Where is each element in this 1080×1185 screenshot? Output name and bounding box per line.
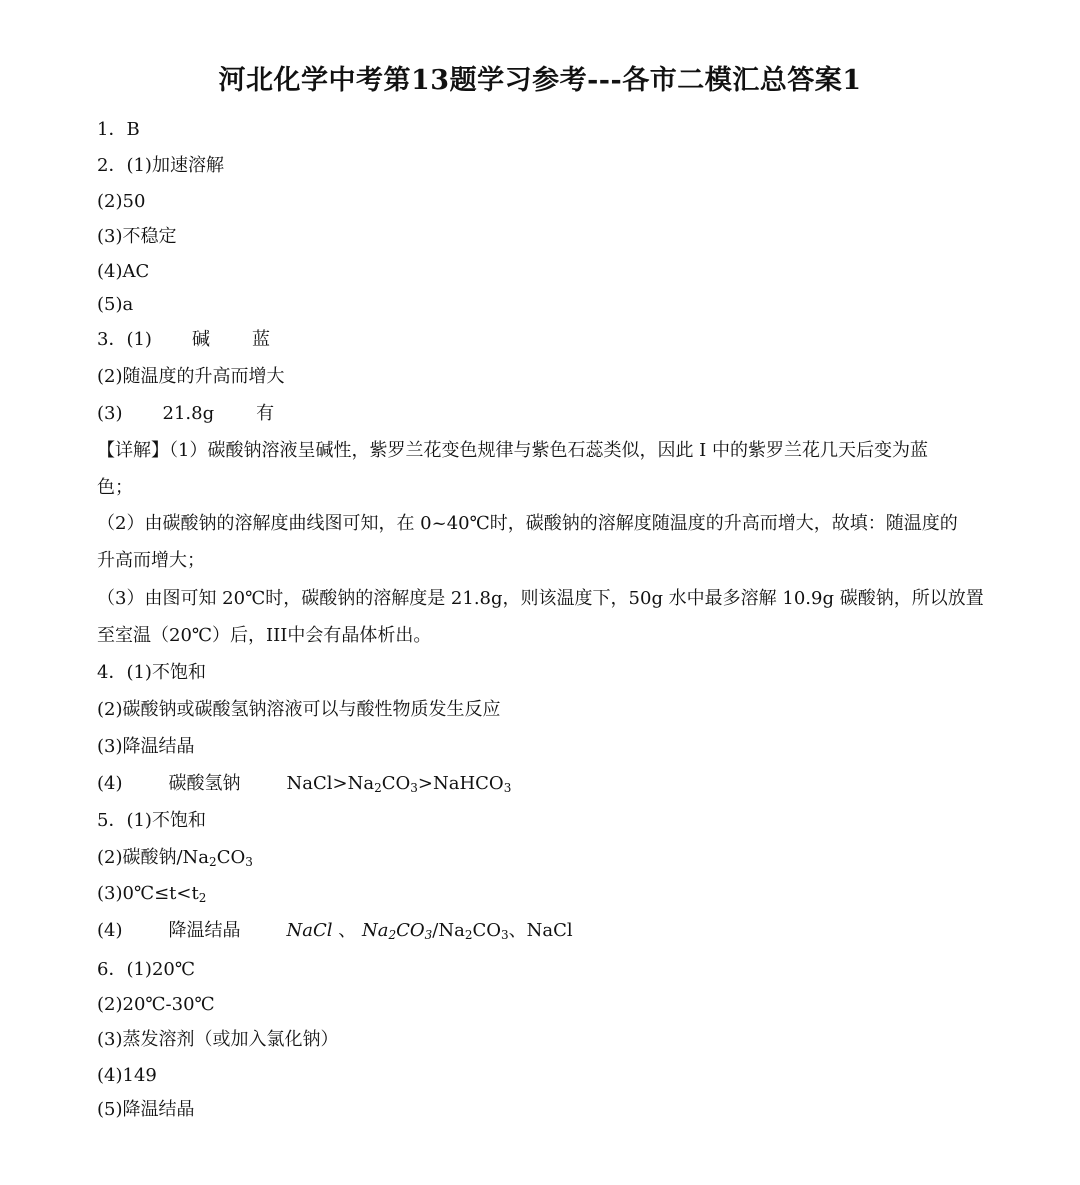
q3-part1-answer-b: 蓝 [251, 329, 270, 350]
q4-part1: 4．(1)不饱和 [97, 662, 206, 683]
q4-part2: (2)碳酸钠或碳酸氢钠溶液可以与酸性物质发生反应 [97, 699, 501, 720]
q3-part3 [97, 402, 274, 426]
q5-part4-prefix: (4) [97, 920, 123, 941]
q4-formula: $NaCl>Na_2CO_3>NaHCO_3$ [286, 773, 512, 795]
q1-answer: B [126, 119, 140, 140]
q4-part3: (3)降温结晶 [97, 736, 195, 757]
q5-part4-answer-a: 降温结晶 [168, 920, 241, 941]
q5-part4: (4) 降温结晶 NaCl 、 $Na_2CO_3/Na_2CO_3$、NaCl [97, 920, 573, 942]
q2-part5: (5)a [97, 294, 134, 315]
q3-part1-answer-a: 碱 [191, 329, 210, 350]
q3-detail-line3: （3）由图可知 20℃时，碳酸钠的溶解度是 21.8g，则该温度下，50g 水中最多溶解 10.9g 碳酸钠，所以放置 [97, 588, 984, 609]
q5-math-nacl: NaCl [286, 920, 333, 941]
q2-part3: (3)不稳定 [97, 226, 177, 247]
q3-part3-prefix: (3) [97, 403, 123, 424]
q3-detail-line1-cont: 色； [97, 477, 133, 498]
q5-part1: 5．(1)不饱和 [97, 810, 206, 831]
q3-detail1-text: （1）碳酸钠溶液呈碱性，紫罗兰花变色规律与紫色石蕊类似，因此 I 中的紫罗兰花几天后变为蓝 [169, 440, 929, 461]
q6-part4: (4)149 [97, 1065, 157, 1086]
q6-part5: (5)降温结晶 [97, 1099, 195, 1120]
q2-part1: 2．(1)加速溶解 [97, 155, 224, 176]
q5-part2: (2)碳酸钠$/Na_2CO_3$ [97, 847, 253, 869]
q3-part1-prefix: 3．(1) [97, 329, 152, 350]
q4-part4 [97, 772, 511, 796]
q6-part1: 6．(1)20℃ [97, 959, 195, 980]
q5-text-formula: $/Na_2CO_3$、NaCl [432, 920, 573, 942]
q4-part4-answer-a: 碳酸氢钠 [168, 773, 241, 794]
page-title: 河北化学中考第13题学习参考---各市二模汇总答案1 [218, 65, 862, 96]
q6-part2: (2)20℃-30℃ [97, 994, 215, 1015]
q3-part2: (2)随温度的升高而增大 [97, 366, 285, 387]
q2-part2: (2)50 [97, 191, 146, 212]
q3-part3-answer-b: 有 [256, 403, 275, 424]
q6-part3: (3)蒸发溶剂（或加入氯化钠） [97, 1029, 339, 1050]
q3-part1 [97, 328, 270, 352]
detail-label: 【详解】 [97, 440, 169, 461]
q1-number: 1． [97, 119, 127, 140]
q1-line [97, 118, 140, 142]
q3-detail-line2: （2）由碳酸钠的溶解度曲线图可知，在 0~40℃时，碳酸钠的溶解度随温度的升高而增大，故填：随温度的 [97, 513, 958, 534]
q5-part3: $(3)0℃\le t<t_2$ [97, 883, 207, 905]
q3-part3-answer-a: 21.8g [162, 403, 215, 424]
q5-math-na2co3: $Na_2CO_3$ [361, 920, 433, 942]
q2-part4: (4)AC [97, 261, 150, 282]
q3-detail-line2-cont: 升高而增大； [97, 550, 205, 571]
q3-detail-line1 [97, 439, 928, 463]
q3-detail-line3-cont: 至室温（20℃）后，III中会有晶体析出。 [97, 625, 432, 646]
q4-part4-prefix: (4) [97, 773, 123, 794]
